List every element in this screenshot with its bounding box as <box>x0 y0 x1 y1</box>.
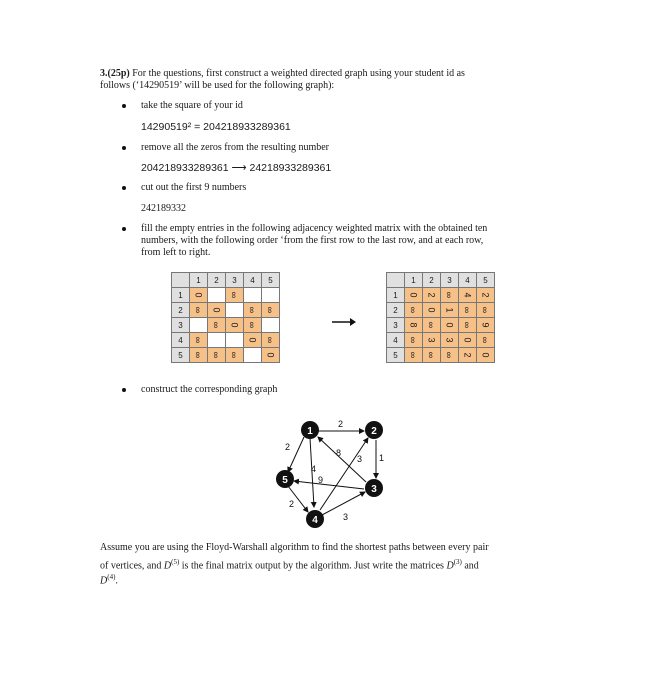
matrix-column-header: 2 <box>423 273 441 288</box>
matrix-cell: ∞ <box>226 348 244 363</box>
matrix-row-header: 2 <box>172 303 190 318</box>
matrix-cell: 3 <box>423 333 441 348</box>
matrix-row-header: 1 <box>172 288 190 303</box>
step-2-text: remove all the zeros from the resulting number <box>141 142 329 153</box>
weighted-directed-graph <box>270 410 400 532</box>
footer-line-1: Assume you are using the Floyd-Warshall algorithm to find the shortest paths between every pair <box>100 542 489 553</box>
edge-label: 3 <box>357 454 363 464</box>
matrix-cell: ∞ <box>423 318 441 333</box>
matrix-cell: ∞ <box>459 318 477 333</box>
matrix-cell: ∞ <box>262 303 280 318</box>
svg-text:1: 1 <box>307 426 313 437</box>
question-line-2: follows (‘14290519’ will be used for the following graph): <box>100 80 335 91</box>
bullet <box>122 227 126 231</box>
matrix-cell: 9 <box>477 318 495 333</box>
matrix-cell: ∞ <box>459 303 477 318</box>
bullet <box>122 104 126 108</box>
step-4-text-line-2: numbers, with the following order ‘from the first row to the last row, and at each row, <box>141 235 484 246</box>
step-1-text: take the square of your id <box>141 100 243 111</box>
bullet <box>122 146 126 150</box>
matrix-column-header: 5 <box>477 273 495 288</box>
edge-label: 2 <box>338 419 344 429</box>
question-intro: For the questions, first construct a weighted directed graph using your student id as <box>132 68 465 79</box>
matrix-column-header: 3 <box>226 273 244 288</box>
matrix-cell: ∞ <box>477 333 495 348</box>
matrix-cell: 0 <box>244 333 262 348</box>
matrix-cell: 0 <box>405 288 423 303</box>
graph-node-3 <box>365 479 383 497</box>
bullet <box>122 388 126 392</box>
edge-label: 8 <box>336 448 342 458</box>
matrix-row-header: 2 <box>387 303 405 318</box>
step-4-text-line-1: fill the empty entries in the following adjacency weighted matrix with the obtained ten <box>141 223 488 234</box>
edge-4-2 <box>320 438 368 510</box>
matrix-row-header: 5 <box>172 348 190 363</box>
matrix-cell: 0 <box>441 318 459 333</box>
matrix-cell <box>226 303 244 318</box>
matrix-row-header: 4 <box>387 333 405 348</box>
matrix-corner <box>172 273 190 288</box>
matrix-column-header: 4 <box>244 273 262 288</box>
matrix-cell: ∞ <box>477 303 495 318</box>
matrix-cell: ∞ <box>190 348 208 363</box>
svg-text:5: 5 <box>282 475 288 486</box>
matrix-row-header: 4 <box>172 333 190 348</box>
matrix-cell: 2 <box>477 288 495 303</box>
matrix-cell: ∞ <box>423 348 441 363</box>
matrix-column-header: 1 <box>190 273 208 288</box>
graph-node-5 <box>276 470 294 488</box>
matrix-cell: 0 <box>208 303 226 318</box>
matrix-cell: ∞ <box>244 318 262 333</box>
matrix-cell <box>244 288 262 303</box>
step-5-text: construct the corresponding graph <box>141 384 278 395</box>
right-arrow-icon <box>330 316 358 328</box>
svg-text:3: 3 <box>371 484 377 495</box>
edge-1-5 <box>288 437 304 472</box>
matrix-cell: 1 <box>441 303 459 318</box>
matrix-cell: ∞ <box>441 288 459 303</box>
matrix-cell: 0 <box>262 348 280 363</box>
edge-label: 9 <box>318 475 324 485</box>
matrix-cell <box>262 288 280 303</box>
matrix-cell: 4 <box>459 288 477 303</box>
matrix-cell <box>190 318 208 333</box>
matrix-cell: 0 <box>477 348 495 363</box>
step-1-result: 14290519² = 204218933289361 <box>141 121 291 133</box>
matrix-cell: 0 <box>423 303 441 318</box>
matrix-column-header: 2 <box>208 273 226 288</box>
question-points: 3.(25p) <box>100 68 130 79</box>
matrix-cell <box>208 288 226 303</box>
footer-line-2: of vertices, and $D^{(5)}$ is the final matrix output by the algorithm. Just write the matrices $D^{(3)}$ and <box>100 558 479 572</box>
matrix-column-header: 5 <box>262 273 280 288</box>
matrix-cell: ∞ <box>208 348 226 363</box>
svg-text:2: 2 <box>371 426 377 437</box>
matrix-cell: ∞ <box>262 333 280 348</box>
step-3-result: 242189332 <box>141 203 186 214</box>
edge-label: 3 <box>343 512 349 522</box>
bullet <box>122 186 126 190</box>
matrix-row-header: 3 <box>387 318 405 333</box>
matrix-row-header: 5 <box>387 348 405 363</box>
matrix-column-header: 4 <box>459 273 477 288</box>
graph-node-1 <box>301 421 319 439</box>
edge-label: 1 <box>379 453 385 463</box>
matrix-cell <box>208 333 226 348</box>
graph-node-2 <box>365 421 383 439</box>
matrix-corner <box>387 273 405 288</box>
svg-text:4: 4 <box>312 515 318 526</box>
edge-3-5 <box>294 481 364 489</box>
edge-label: 2 <box>289 499 295 509</box>
step-3-text: cut out the first 9 numbers <box>141 182 247 193</box>
matrix-row-header: 1 <box>387 288 405 303</box>
step-4-text-line-3: from left to right. <box>141 247 211 258</box>
edge-label: 2 <box>285 442 291 452</box>
matrix-cell: 8 <box>405 318 423 333</box>
matrix-row-header: 3 <box>172 318 190 333</box>
matrix-cell: ∞ <box>208 318 226 333</box>
matrix-cell: 2 <box>423 288 441 303</box>
matrix-before <box>171 272 280 363</box>
matrix-cell: 0 <box>459 333 477 348</box>
matrix-cell: ∞ <box>190 303 208 318</box>
matrix-cell: 2 <box>459 348 477 363</box>
matrix-cell: 3 <box>441 333 459 348</box>
matrix-cell <box>262 318 280 333</box>
matrix-cell: ∞ <box>226 288 244 303</box>
edge-label: 4 <box>311 464 317 474</box>
matrix-cell: 0 <box>190 288 208 303</box>
matrix-cell: ∞ <box>405 303 423 318</box>
matrix-cell <box>244 348 262 363</box>
matrix-cell: ∞ <box>190 333 208 348</box>
matrix-cell: 0 <box>226 318 244 333</box>
matrix-column-header: 3 <box>441 273 459 288</box>
question-line-1 <box>100 68 465 80</box>
matrix-cell: ∞ <box>244 303 262 318</box>
step-2-result: 204218933289361 ⟶ 24218933289361 <box>141 162 332 174</box>
graph-node-4 <box>306 510 324 528</box>
matrix-cell: ∞ <box>441 348 459 363</box>
matrix-cell: ∞ <box>405 333 423 348</box>
footer-line-3: $D^{(4)}$. <box>100 573 118 587</box>
matrix-after <box>386 272 495 363</box>
matrix-cell: ∞ <box>405 348 423 363</box>
matrix-column-header: 1 <box>405 273 423 288</box>
matrix-cell <box>226 333 244 348</box>
